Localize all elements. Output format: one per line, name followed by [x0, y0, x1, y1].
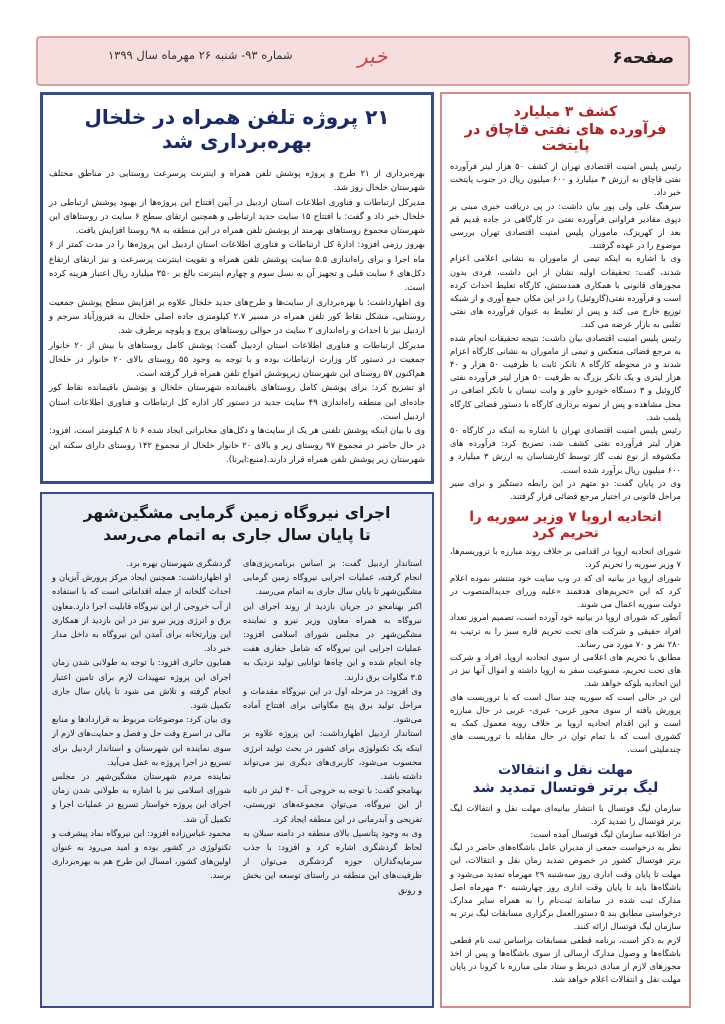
article-geothermal-paragraph: نماینده مردم شهرستان مشگین‌شهر در مجلس شورای اسلامی نیز با اشاره به طولانی شدن زمان اجرای این پروژه خواستار تسریع در عملیات اجرا و تکمیل آن شد.: [52, 771, 231, 824]
article-geothermal-paragraph: محمود عباس‌زاده افزود: این نیروگاه نماد پیشرفت و تکنولوژی در کشور بوده و امید می‌رود به عنوان اولین‌های کشور، امسال این طرح هم به بهره‌برداری برسد.: [52, 827, 231, 881]
page-number: صفحه۶: [612, 48, 674, 68]
article-geothermal-title-2: تا پایان سال جاری به اتمام می‌رسد: [103, 526, 371, 544]
section-label: خبر: [358, 44, 388, 68]
article-mobile-box: [40, 92, 434, 484]
article-fuel-title-2: فرآورده های نفتی قاچاق در پایتخت: [464, 122, 667, 154]
article-fuel-paragraph: رئیس پلیس امنیت اقتصادی تهران با اشاره به اینکه در کارگاه ۵۰ هزار لیتر فرآورده نفتی کشف شد، تصریح کرد: فرآورده های مکشوفه از نوع نفت گاز توسط کارشناسان به ارزش ۳ میلیارد و ۶۰۰ میلیون ریال برآورد شده است.: [450, 425, 681, 475]
article-geothermal-paragraph: همایون حائری افزود: با توجه به طولانی شدن زمان اجرای این پروژه تمهیدات لازم برای تامین اعتبار انجام گرفته و تلاش می شود تا پایان سال جاری تکمیل شود.: [52, 657, 231, 711]
article-futsal-title-1: مهلت نقل و انتقالات: [498, 762, 633, 778]
article-geothermal-paragraph: استاندار اردبیل گفت: بر اساس برنامه‌ریزی‌های انجام گرفته، عملیات اجرایی نیروگاه زمین گرمایی مشگین‌شهر تا پایان سال جاری به اتمام می‌رسد.: [243, 558, 422, 597]
article-futsal-title-2: لیگ برتر فوتسال تمدید شد: [472, 779, 659, 796]
article-eu-paragraph: این در حالی است که سوریه چند سال است که با تروریست های پرورش یافته از سوی محور غربی- عبری- عربی در حال مبارزه است و این اقدام اتحادیه اروپا بر خلاف رویه معمول کمک به کشوری است که با تمام توان در حال مقابله با تروریست های چندملیتی است.: [450, 691, 681, 755]
article-mobile-paragraph: مدیرکل ارتباطات و فناوری اطلاعات استان اردبیل در آیین افتتاح این پروژه‌ها از بهبود پوشش ارتباطی در خلخال خبر داد و گفت: با افتتاح ۱۵ سایت جدید ارتباطی و همچنین ارتقای سطح ۶ سایت در روستاهای این شهرستان مجموع روستاهای بهرمند از پوشش تلفن همراه در این منطقه به ۹۸ روستا افزایش یافت.: [49, 197, 426, 237]
article-eu-paragraph: آنطور که شورای اروپا در بیانیه خود آورده است، تصمیم امروز تعداد افراد حقیقی و شرکت های تحت تحریم قاره سبز را به ترتیب به ۲۸۰ نفر و ۷۰ مورد می رساند.: [450, 612, 681, 649]
article-geothermal-paragraph: وی به وجود پتانسیل بالای منطقه در دامنه سبلان به لحاظ گردشگری اشاره کرد و افزود: با جذب سرمایه‌گذاران حوزه گردشگری می‌توان از ظرفیت‌های این منطقه در راستای توسعه این بخش و رونق: [243, 827, 422, 895]
article-geothermal-paragraph: بهنامجو گفت: با توجه به خروجی آب ۴۰ لیتر در ثانیه از این نیروگاه، می‌توان مجموعه‌های توریستی، تفریحی و آبدرمانی در این منطقه ایجاد کرد.: [243, 785, 422, 824]
article-geothermal-paragraph: وی افزود: در مرحله اول در این نیروگاه مقدمات و مراحل تولید برق پنج مگاواتی برای افتتاح آماده می‌شود.: [243, 685, 422, 725]
article-geothermal-paragraph: او اظهارداشت: همچنین ایجاد مرکز پرورش آبزیان و احداث گلخانه از جمله اقداماتی است که با استفاده از آب خروجی از این نیروگاه قابلیت اجرا دارد.معاون برق و انرژی وزیر نیرو نیز در این بازدید از همکاری این وزارتخانه برای آمدن این نیروگاه به داخل مدار خبر داد.: [52, 572, 231, 654]
article-geothermal-box: [40, 492, 434, 1008]
article-geothermal-paragraph: وی بیان کرد: موضوعات مربوط به قراردادها و منابع مالی در اسرع وقت حل و فصل و حمایت‌های لازم از سوی نماینده این شهرستان و استاندار اردبیل برای تسریع در اجرا پروژه به عمل می‌آید.: [52, 714, 231, 767]
article-mobile-paragraph: وی اظهارداشت: با بهره‌برداری از سایت‌ها و طرح‌های جدید خلخال علاوه بر افزایش سطح پوشش جمعیت روستایی، مشکل نقاط کور تلفن همراه در مسیر ۲.۷ کیلومتری جاده اصلی خلخال به فیروزآباد سرجم و اردبیل نیز با احداث و راه‌اندازی ۲ سایت در حوالی روستاهای پروج و پلوچه برطرف شد.: [49, 297, 426, 337]
article-geothermal-paragraph: اکبر بهنامجو در جریان بازدید از روند اجرای این نیروگاه به همراه معاون وزیر نیرو و نماینده مشگین‌شهر در مجلس شورای اسلامی افزود: عملیات اجرایی این نیروگاه که شامل حفاری هفت چاه انجام شده و این چاه‌ها توانایی تولید نزدیک به ۳.۵ مگاوات برق دارند.: [243, 600, 422, 682]
article-geothermal-columns: [48, 556, 426, 897]
article-futsal-paragraph: نظر به درخواست جمعی از مدیران عامل باشگاه‌های حاضر در لیگ برتر فوتسال کشور در خصوص تمدید زمان نقل و انتقالات، این مهلت تا پایان وقت اداری روز سه‌شنبه ۲۹ مهرماه تمدید می‌شود و باشگاه‌ها باید تا پایان وقت اداری روز چهارشنبه ۳۰ مهرماه اصل مدارک ثبت شده در سامانه ثبت‌نام را به همراه سایر مدارک درخواستی مطابق بند ۵ دستورالعمل برگزاری مسابقات لیگ برتر به سازمان لیگ فوتسال ارائه کنند.: [450, 842, 682, 932]
article-eu-paragraph: شورای اروپا در بیانیه ای که در وب سایت خود منتشر نموده اعلام کرد که این «تحریم‌های هدفمند «علیه وزرای جدیدالمنصوب در دولت سوریه اعمال می شوند.: [450, 572, 681, 610]
issue-line: شماره ۹۳- شنبه ۲۶ مهرماه سال ۱۳۹۹: [108, 48, 293, 62]
article-fuel-paragraph: وی در پایان گفت: دو متهم در این رابطه دستگیر و برای سیر مراحل قانونی در اختیار مرجع قضائی قرار گرفتند.: [450, 477, 681, 502]
article-mobile-title: ۲۱ پروژه تلفن همراه در خلخال بهره‌برداری شد: [84, 105, 390, 153]
article-mobile-paragraph: بهره‌برداری از ۲۱ طرح و پروژه پوشش تلفن همراه و اینترنت پرسرعت روستایی در مناطق مختلف شهرستان خلخال روز شد.: [49, 169, 425, 194]
article-geothermal-title-1: اجرای نیروگاه زمین گرمایی مشگین‌شهر: [83, 504, 391, 522]
article-mobile-paragraph: مدیرکل ارتباطات و فناوری اطلاعات استان اردبیل گفت: پوشش کامل روستاهای با بیش از ۲۰ خانوار جمعیت در دستور کار وزارت ارتباطات بوده و با توجه به وجود ۵۵ روستای بالای ۲۰ خانوار در خلخال هم‌اکنون ۵۷ روستای این شهرستان زیرپوشش امواج تلفن همراه قرار گرفته است.: [49, 340, 426, 380]
article-futsal-paragraph: در اطلاعیه سازمان لیگ فوتسال آمده است:: [530, 828, 681, 839]
article-fuel-paragraph: رئیس پلیس امنیت اقتصادی تهران از کشف ۵۰ هزار لیتر فرآورده نفتی قاچاق به ارزش ۳ میلیارد و ۶۰۰ میلیون ریال در جنوب پایتخت خبر داد.: [450, 161, 681, 198]
article-eu-paragraph: مطابق با تحریم های اعلامی از سوی اتحادیه اروپا، افراد و شرکت های تحت تحریم، ممنوعیت سفر به اروپا داشته و اموال آنها نیز در این اتحادیه بلوکه خواهد شد.: [450, 651, 681, 689]
article-geothermal-column-right: [243, 556, 422, 897]
article-futsal-paragraph: سازمان لیگ فوتسال با انتشار بیانیه‌ای مهلت نقل و انتقالات لیگ برتر فوتسال را تمدید کرد.: [450, 802, 681, 826]
article-eu-title: اتحادیه اروپا ۷ وزیر سوریه را تحریم کرد: [469, 509, 662, 542]
article-fuel-paragraph: سرهنگ علی ولی پور بیان داشت: در پی دریافت خبری مبنی بر دپوی مقادیر فراوانی فرآورده نفتی در کارگاهی در جاده قدیم قم بعد از کهریزک، ماموران پلیس امنیت اقتصادی تهران بررسی موضوع را در عهده گرفتند.: [450, 200, 681, 251]
article-fuel-paragraph: رئیس پلیس امنیت اقتصادی بیان داشت: نتیجه تحقیقات انجام شده به مرجع قضائی منعکس و تیمی از ماموران به نشانی کارگاه اعزام شدند و در محوطه کارگاه ۸ تانکر ثابت با ظرفیت ۵۰ هزار و ۴۰ هزار لیتری و یک تانکر بزرگ به ظرفیت ۵۰ هزار لیتر فرآورده نفتی گازوئیل و ۳ دستگاه خودرو خاور و وانت نیسان با تانکر اضافی در محل مشاهده و پس از نمونه برداری کارگاه با دستور قضائی کارگاه پلمب شد.: [450, 332, 682, 422]
article-geothermal-paragraph: استاندار اردبیل اظهارداشت: این پروژه علاوه بر اینکه یک تکنولوژی برای کشور در بحث تولید انرژی محسوب می‌شود، کاربری‌های دیگری نیز می‌تواند داشته باشد.: [243, 728, 422, 782]
article-fuel-title-1: کشف ۳ میلیارد: [513, 104, 618, 120]
article-futsal-paragraph: لازم به ذکر است، برنامه قطعی مسابقات براساس ثبت نام قطعی باشگاه‌ها و وصول مدارک ارسالی از سوی باشگاه‌ها و پس از اخذ مجوزهای لازم از مبادی ذیربط و ستاد ملی مبارزه با کرونا در پایان مهلت نقل و انتقالات اعلام خواهد شد.: [450, 934, 681, 985]
right-column: [440, 92, 691, 1008]
article-mobile-paragraph: بهروز رزمی افزود: ادارۀ کل ارتباطات و فناوری اطلاعات استان اردبیل این پروژه‌ها را در مدت کمتر از ۶ ماه اجرا و برای راه‌اندازی ۵.۵ سایت پوشش تلفن همراه و تقویت اینترنت پرسرعت و نیز ارتقای ارتفاع دکل‌های ۶ سایت قبلی و تجهیز آن به نسل سوم و چهارم اینترنت بالغ بر ۳۵۰ میلیارد ریال اعتبار هزینه کرده است.: [49, 240, 425, 294]
article-eu-paragraph: شورای اتحادیه اروپا در اقدامی بر خلاف روند مبارزه با تروریسم‌ها، ۷ وزیر سوریه را تحریم کرد.: [450, 546, 681, 570]
article-geothermal-paragraph: گردشگری شهرستان بهره برد.: [126, 558, 231, 568]
page-header: [36, 36, 690, 86]
article-fuel-paragraph: وی با اشاره به اینکه تیمی از ماموران به نشانی اعلامی اعزام شدند، گفت: تحقیقات اولیه نشان از این داشت، فردی بدون مجوزهای قانونی با همکاری همدستش، کارگاه تعلیط احداث کرده است و فرآورده نفتی(گازوئیل) را در این مکان جمع آوری و از شبکه توزیع خارج می کند و پس از تعلیط به عنوان فرآورده های نفتی تقلبی به بازار عرضه می کند.: [450, 253, 681, 330]
article-mobile-paragraph: وی با بیان اینکه پوشش تلفنی هر یک از سایت‌ها و دکل‌های مخابراتی ایجاد شده ۶ تا ۸ کیلومتر است، افزود: در حال حاضر در مجموع ۹۷ روستای زیر و بالای ۲۰ خانوار خلخال از مجموع ۱۴۲ روستای دارای سکنه این شهرستان زیر پوشش تلفن همراه قرار دارند.(منبع:ایرنا).: [49, 426, 425, 465]
article-geothermal-column-left: [52, 556, 231, 897]
article-mobile-paragraph: او تشریح کرد: برای پوشش کامل روستاهای باقیمانده شهرستان خلخال و پوشش باقیمانده نقاط کور جاده‌ای این منطقه راه‌اندازی ۴۹ سایت جدید در دستور کار اداره کل ارتباطات و فناوری اطلاعات استان اردبیل است.: [49, 383, 426, 423]
